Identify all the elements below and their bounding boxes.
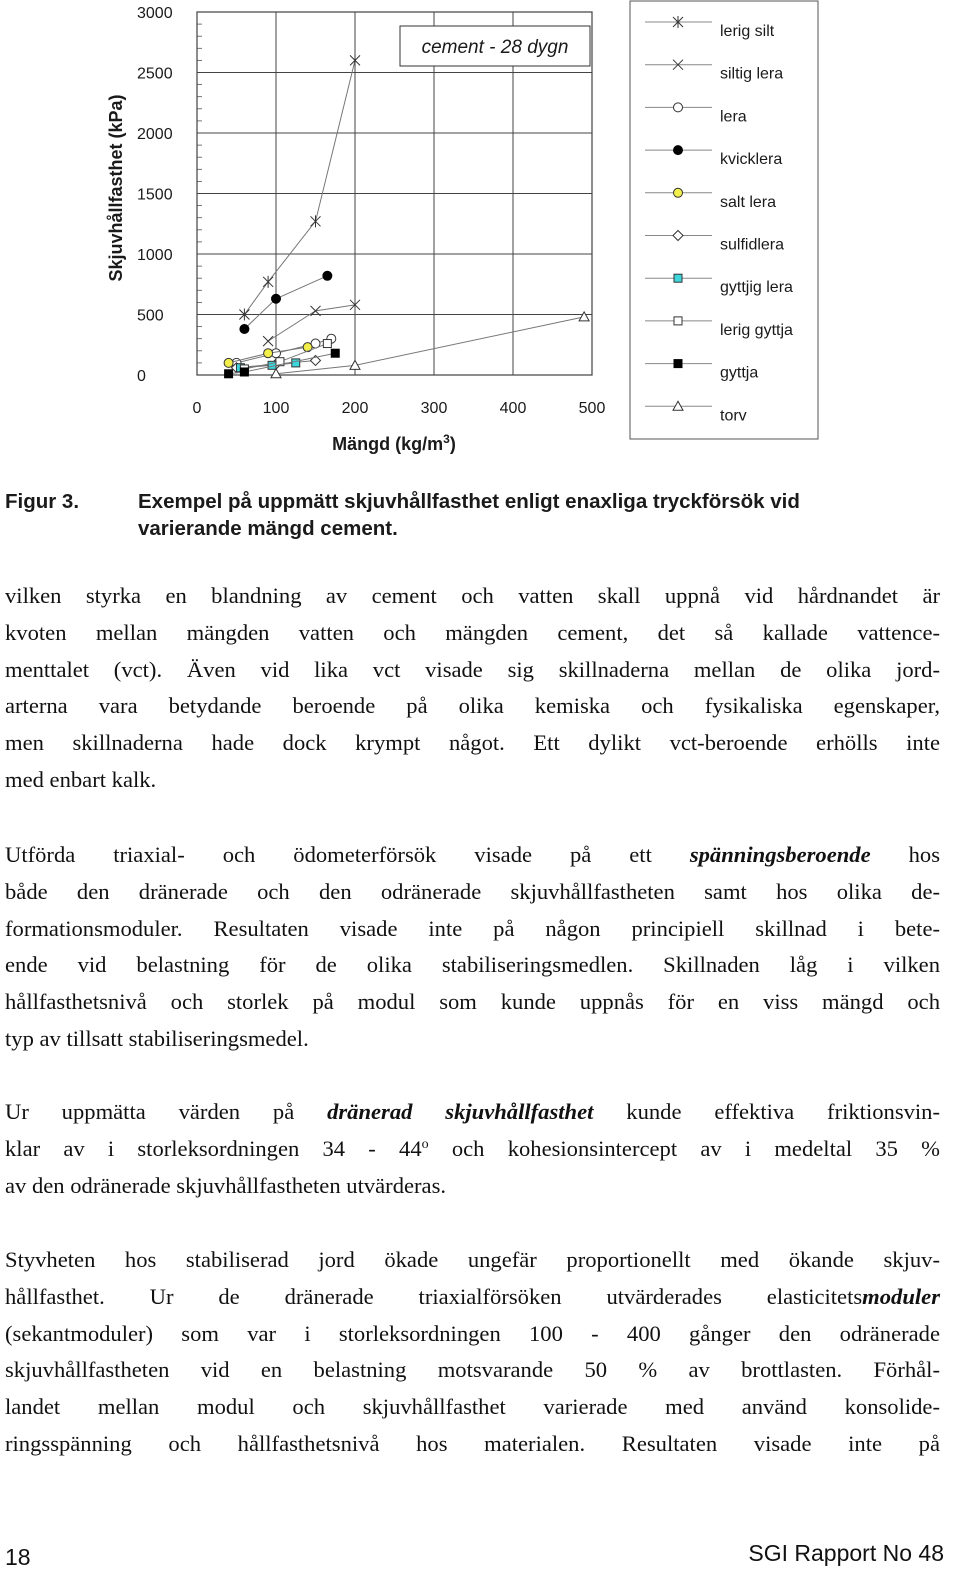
legend-label: siltig lera bbox=[720, 65, 784, 83]
p4-line: skjuvhållfastheten vid en belastning motsvarande 50 % av brottlasten. Förhål- bbox=[5, 1357, 940, 1383]
legend bbox=[630, 1, 818, 439]
y-tick-label: 3000 bbox=[137, 5, 173, 22]
figure-chart bbox=[0, 0, 960, 470]
figure-caption-text bbox=[138, 488, 928, 542]
marker-circle-filled bbox=[674, 146, 683, 155]
y-axis-label: Skjuvhållfasthet (kPa) bbox=[106, 94, 126, 282]
data-point bbox=[292, 359, 300, 367]
p4-line: landet mellan modul och skjuvhållfasthet varierade med använd konsolide- bbox=[5, 1394, 940, 1420]
marker-shape bbox=[292, 359, 300, 367]
caption-line-1: Exempel på uppmätt skjuvhållfasthet enligt enaxliga tryckförsök vid bbox=[138, 490, 800, 513]
x-tick-label: 0 bbox=[192, 400, 202, 417]
p2-emphasis: spänningsberoende bbox=[689, 842, 871, 867]
p3-line bbox=[5, 1131, 940, 1168]
p1-line: arterna vara betydande beroende på olika kemiska och fysikaliska egenskaper, bbox=[5, 693, 940, 719]
p4-line: (sekantmoduler) som var i storleksordningen 100 - 400 gånger den odränerade bbox=[5, 1320, 940, 1346]
p2-text: hos bbox=[870, 842, 940, 867]
marker-shape bbox=[323, 340, 331, 348]
marker-shape bbox=[331, 349, 339, 357]
data-point bbox=[579, 312, 589, 321]
degree-sup: o bbox=[421, 1136, 429, 1152]
p4-line: Styvheten hos stabiliserad jord ökade ungefär proportionellt med ökande skjuv- bbox=[5, 1247, 940, 1272]
paragraph-3 bbox=[5, 1094, 940, 1204]
marker-shape bbox=[225, 370, 233, 378]
data-point bbox=[311, 215, 321, 227]
caption-line-2: varierande mängd cement. bbox=[138, 517, 398, 540]
p4-emphasis: moduler bbox=[862, 1283, 940, 1309]
page-footer bbox=[0, 1540, 960, 1580]
p2-line: typ av tillsatt stabiliseringsmedel. bbox=[5, 1025, 309, 1051]
p2-line: formationsmoduler. Resultaten visade inte på någon principiell skillnad i bete- bbox=[5, 915, 940, 941]
legend-label: kvicklera bbox=[720, 151, 783, 169]
p1-line: med enbart kalk. bbox=[5, 766, 157, 792]
marker-shape bbox=[674, 317, 682, 325]
p4-line bbox=[5, 1279, 940, 1316]
marker-shape bbox=[674, 103, 683, 112]
data-point bbox=[350, 54, 360, 66]
y-tick-label: 2500 bbox=[137, 65, 173, 83]
marker-shape bbox=[224, 358, 233, 367]
p4-text: hållfasthet. Ur de dränerade triaxialförsöken utvärderades elasticitets bbox=[5, 1283, 863, 1309]
x-tick-label: 400 bbox=[499, 400, 527, 417]
marker-square-open bbox=[674, 317, 682, 325]
marker-square-cyan bbox=[674, 274, 682, 282]
p2-line: både den dränerade och den odränerade skjuvhållfastheten samt hos olika de- bbox=[5, 878, 940, 904]
p3-text: kunde effektiva friktionsvin- bbox=[593, 1099, 941, 1124]
marker-circle-open bbox=[674, 103, 683, 112]
paragraph-2 bbox=[5, 837, 940, 1058]
x-tick-label: 500 bbox=[578, 400, 606, 417]
p3-line: av den odränerade skjuvhållfastheten utvärderas. bbox=[5, 1172, 447, 1198]
y-tick-label: 1000 bbox=[137, 247, 173, 264]
data-point bbox=[331, 349, 339, 357]
p2-line: hållfasthetsnivå och storlek på modul som kunde uppnås för en viss mängd och bbox=[5, 989, 940, 1015]
marker-shape bbox=[674, 360, 682, 368]
x-tick-label: 100 bbox=[262, 400, 290, 417]
data-point bbox=[225, 370, 233, 378]
paragraph-1 bbox=[5, 578, 940, 799]
page-number: 18 bbox=[5, 1544, 31, 1570]
p2-line bbox=[5, 837, 940, 874]
p3-emphasis: dränerad skjuvhållfasthet bbox=[327, 1099, 594, 1124]
marker-shape bbox=[674, 188, 683, 197]
p1-line: men skillnaderna hade dock krympt något. Ett dylikt vct-beroende erhölls inte bbox=[5, 730, 940, 756]
data-point bbox=[264, 349, 273, 358]
marker-shape bbox=[240, 325, 249, 334]
marker-circle-yellow bbox=[674, 188, 683, 197]
figure-label: Figur 3. bbox=[5, 490, 80, 513]
chart-svg bbox=[0, 0, 960, 470]
data-point bbox=[263, 276, 273, 288]
legend-label: lerig silt bbox=[720, 23, 775, 40]
p3-text: och kohesionsintercept av i medeltal 35 % bbox=[428, 1135, 940, 1161]
p3-line bbox=[5, 1094, 940, 1131]
x-axis-label: Mängd $(kg/m^3)$ bbox=[332, 432, 456, 454]
p1-line: kvoten mellan mängden vatten och mängden cement, det så kallade vattence- bbox=[5, 619, 940, 645]
p1-line: vilken styrka en blandning av cement och vatten skall uppnå vid hårdnandet är bbox=[5, 583, 940, 608]
marker-shape bbox=[674, 146, 683, 155]
p4-line: ringsspänning och hållfasthetsnivå hos materialen. Resultaten visade inte på bbox=[5, 1430, 940, 1456]
p3-text: Ur uppmätta värden på bbox=[5, 1099, 328, 1124]
legend-label: salt lera bbox=[720, 193, 777, 211]
paragraph-4 bbox=[5, 1242, 940, 1463]
y-tick-label: 500 bbox=[137, 307, 164, 325]
legend-label: gyttjig lera bbox=[720, 279, 793, 297]
data-point bbox=[323, 340, 331, 348]
data-point bbox=[323, 271, 332, 280]
x-tick-label: 300 bbox=[420, 400, 448, 417]
legend-label: lera bbox=[720, 108, 747, 126]
series-lerig-silt bbox=[239, 54, 360, 320]
legend-label: sulfidlera bbox=[720, 236, 785, 254]
chart-title: cement - 28 dygn bbox=[421, 37, 569, 58]
series-line bbox=[268, 305, 355, 341]
marker-square-filled bbox=[674, 360, 682, 368]
series-line bbox=[244, 60, 355, 314]
legend-label: lerig gyttja bbox=[720, 321, 793, 339]
x-tick-label: 200 bbox=[341, 400, 369, 417]
marker-shape bbox=[264, 349, 273, 358]
marker-shape bbox=[240, 368, 248, 376]
p1-line: menttalet (vct). Även vid lika vct visade sig skillnaderna mellan de olika jord- bbox=[5, 656, 940, 682]
marker-shape bbox=[579, 312, 589, 321]
data-point bbox=[263, 336, 273, 346]
data-point bbox=[240, 325, 249, 334]
legend-label: gyttja bbox=[720, 364, 759, 382]
p2-text: Utförda triaxial- och ödometerförsök visade på ett bbox=[5, 842, 690, 867]
data-point bbox=[272, 294, 281, 303]
series-siltig-lera bbox=[263, 300, 360, 346]
data-point bbox=[224, 358, 233, 367]
data-point bbox=[240, 368, 248, 376]
series-line bbox=[244, 276, 327, 329]
marker-shape bbox=[272, 294, 281, 303]
marker-shape bbox=[674, 274, 682, 282]
p3-text: klar av i storleksordningen 34 - 44 bbox=[5, 1135, 422, 1161]
y-tick-label: 1500 bbox=[137, 186, 173, 204]
y-tick-label: 0 bbox=[137, 368, 146, 385]
p2-line: ende vid belastning för de olika stabiliseringsmedlen. Skillnaden låg i vilken bbox=[5, 952, 940, 978]
marker-shape bbox=[323, 271, 332, 280]
y-tick-label: 2000 bbox=[137, 126, 173, 143]
report-name: SGI Rapport No 48 bbox=[748, 1540, 944, 1566]
legend-label: torv bbox=[720, 407, 747, 425]
